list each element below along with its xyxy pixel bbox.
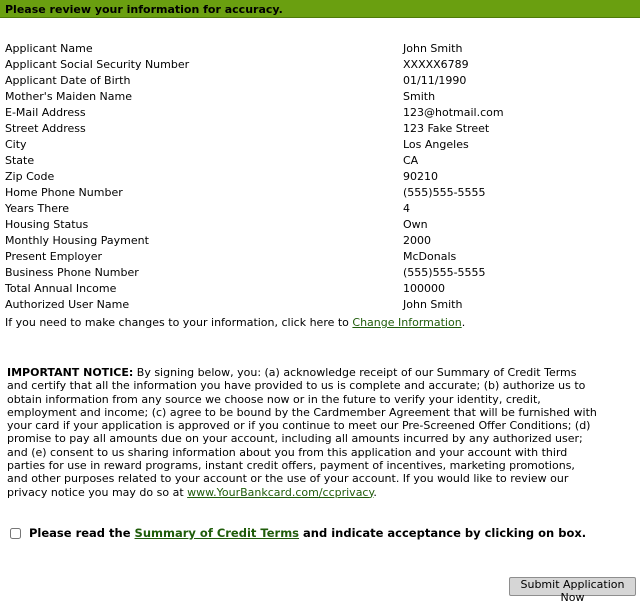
field-value: Smith (403, 90, 436, 103)
field-value: 123@hotmail.com (403, 106, 504, 119)
info-row (5, 153, 504, 169)
accept-terms-text (29, 526, 586, 540)
info-row (5, 137, 504, 153)
field-value: 01/11/1990 (403, 74, 467, 87)
notice-suffix: . (373, 485, 377, 499)
field-value: 2000 (403, 234, 431, 247)
change-information-link[interactable]: Change Information (352, 316, 462, 329)
field-label: Street Address (5, 122, 86, 135)
change-info-line (5, 316, 465, 330)
field-value: 90210 (403, 170, 438, 183)
accept-terms-checkbox[interactable] (10, 528, 21, 539)
field-label: Business Phone Number (5, 266, 139, 279)
info-row (5, 121, 504, 137)
field-value: (555)555-5555 (403, 266, 486, 279)
info-row (5, 57, 504, 73)
info-row (5, 89, 504, 105)
field-value: 123 Fake Street (403, 122, 490, 135)
info-row (5, 41, 504, 57)
important-notice (7, 366, 597, 499)
field-value: John Smith (403, 298, 463, 311)
info-row (5, 217, 504, 233)
submit-application-button[interactable]: Submit Application Now (509, 577, 636, 596)
field-label: Years There (5, 202, 70, 215)
field-value: Own (403, 218, 428, 231)
info-row (5, 249, 504, 265)
field-label: Mother's Maiden Name (5, 90, 133, 103)
info-row (5, 281, 504, 297)
change-info-prefix: If you need to make changes to your information, click here to (5, 316, 353, 329)
field-label: Zip Code (5, 170, 55, 183)
field-label: Applicant Social Security Number (5, 58, 190, 71)
info-row (5, 73, 504, 89)
field-label: State (5, 154, 35, 167)
field-label: Authorized User Name (5, 298, 130, 311)
accept-terms-row (10, 526, 586, 540)
review-header-title: Please review your information for accuracy. (5, 3, 283, 16)
field-value: CA (403, 154, 419, 167)
info-row (5, 297, 504, 313)
field-label: Housing Status (5, 218, 89, 231)
field-label: E-Mail Address (5, 106, 86, 119)
review-header-bar (0, 0, 640, 18)
accept-prefix: Please read the (29, 526, 135, 540)
field-value: McDonals (403, 250, 457, 263)
field-label: Applicant Date of Birth (5, 74, 131, 87)
field-value: (555)555-5555 (403, 186, 486, 199)
change-info-suffix: . (461, 316, 466, 329)
field-value: 4 (403, 202, 410, 215)
field-value: 100000 (403, 282, 445, 295)
notice-heading: IMPORTANT NOTICE: (7, 366, 134, 379)
field-value: XXXXX6789 (403, 58, 469, 71)
privacy-link[interactable]: www.YourBankcard.com/ccprivacy (187, 485, 374, 499)
accept-suffix: and indicate acceptance by clicking on box. (299, 526, 587, 540)
info-row (5, 201, 504, 217)
field-label: Present Employer (5, 250, 103, 263)
info-row (5, 265, 504, 281)
summary-credit-terms-link[interactable]: Summary of Credit Terms (134, 526, 300, 540)
field-label: Applicant Name (5, 42, 93, 55)
info-row (5, 105, 504, 121)
info-row (5, 169, 504, 185)
field-label: Home Phone Number (5, 186, 123, 199)
field-label: Monthly Housing Payment (5, 234, 149, 247)
field-value: Los Angeles (403, 138, 469, 151)
info-row (5, 233, 504, 249)
field-value: John Smith (403, 42, 463, 55)
field-label: City (5, 138, 27, 151)
notice-body: By signing below, you: (a) acknowledge receipt of our Summary of Credit Terms and certify that all the information you have provided to us is complete and accurate; (b) authorize us to obtain information from any source we choose now or in the future to verify your identity, credit, employment and income; (c) agree to be bound by the Cardmember Agreement that will be furnished with your card if your application is approved or if you continue to meet our Pre-Screened Offer Conditions; (d) promise to pay all amounts due on your account, including all amounts incurred by any authorized user; and (e) consent to us sharing information about you from this application and your account with third parties for use in reward programs, instant credit offers, payment of incentives, marketing promotions, and other purposes related to your account or the use of your account. If you would like to review our privacy notice you may do so at (7, 366, 597, 499)
field-label: Total Annual Income (5, 282, 117, 295)
applicant-info-table (5, 41, 504, 313)
info-row (5, 185, 504, 201)
